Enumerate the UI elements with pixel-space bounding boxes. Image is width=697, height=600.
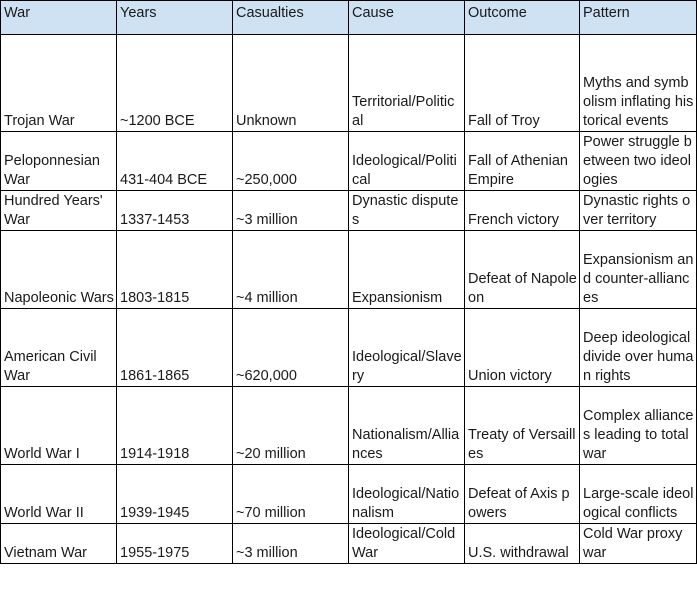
cell-pattern: Power struggle between two ideologies [580,132,697,191]
cell-years: 1955-1975 [117,524,233,564]
cell-war: Napoleonic Wars [1,231,117,309]
table-row [1,387,697,465]
cell-casualties: ~20 million [233,387,349,465]
cell-cause: Nationalism/Alliances [349,387,465,465]
header-cause: Cause [349,1,465,35]
header-pattern: Pattern [580,1,697,35]
cell-war: Peloponnesian War [1,132,117,191]
cell-casualties: ~4 million [233,231,349,309]
cell-cause: Ideological/Political [349,132,465,191]
cell-outcome: Fall of Athenian Empire [465,132,580,191]
cell-cause: Ideological/Slavery [349,309,465,387]
cell-casualties: ~70 million [233,465,349,524]
cell-war: Trojan War [1,35,117,132]
cell-pattern: Deep ideological divide over human rights [580,309,697,387]
cell-outcome: U.S. withdrawal [465,524,580,564]
cell-casualties: ~3 million [233,524,349,564]
header-outcome: Outcome [465,1,580,35]
cell-years: 1914-1918 [117,387,233,465]
cell-years: ~1200 BCE [117,35,233,132]
cell-war: American Civil War [1,309,117,387]
cell-pattern: Dynastic rights over territory [580,191,697,231]
table-row [1,231,697,309]
table-row [1,524,697,564]
cell-pattern: Complex alliances leading to total war [580,387,697,465]
cell-war: Hundred Years' War [1,191,117,231]
cell-cause: Expansionism [349,231,465,309]
cell-war: World War II [1,465,117,524]
header-war: War [1,1,117,35]
cell-casualties: Unknown [233,35,349,132]
cell-cause: Territorial/Political [349,35,465,132]
cell-years: 1337-1453 [117,191,233,231]
cell-cause: Dynastic disputes [349,191,465,231]
cell-cause: Ideological/Nationalism [349,465,465,524]
cell-casualties: ~3 million [233,191,349,231]
cell-outcome: Defeat of Axis powers [465,465,580,524]
cell-casualties: ~620,000 [233,309,349,387]
cell-outcome: Fall of Troy [465,35,580,132]
cell-pattern: Myths and symbolism inflating historical events [580,35,697,132]
table-row [1,191,697,231]
header-years: Years [117,1,233,35]
header-casualties: Casualties [233,1,349,35]
cell-pattern: Large-scale ideological conflicts [580,465,697,524]
cell-years: 1861-1865 [117,309,233,387]
cell-years: 431-404 BCE [117,132,233,191]
cell-casualties: ~250,000 [233,132,349,191]
table-row [1,309,697,387]
cell-years: 1939-1945 [117,465,233,524]
cell-outcome: French victory [465,191,580,231]
table-row [1,35,697,132]
cell-pattern: Expansionism and counter-alliances [580,231,697,309]
cell-pattern: Cold War proxy war [580,524,697,564]
table-row [1,465,697,524]
cell-cause: Ideological/Cold War [349,524,465,564]
cell-outcome: Union victory [465,309,580,387]
cell-outcome: Defeat of Napoleon [465,231,580,309]
cell-outcome: Treaty of Versailles [465,387,580,465]
cell-years: 1803-1815 [117,231,233,309]
table-row [1,132,697,191]
cell-war: Vietnam War [1,524,117,564]
header-row [1,1,697,35]
cell-war: World War I [1,387,117,465]
